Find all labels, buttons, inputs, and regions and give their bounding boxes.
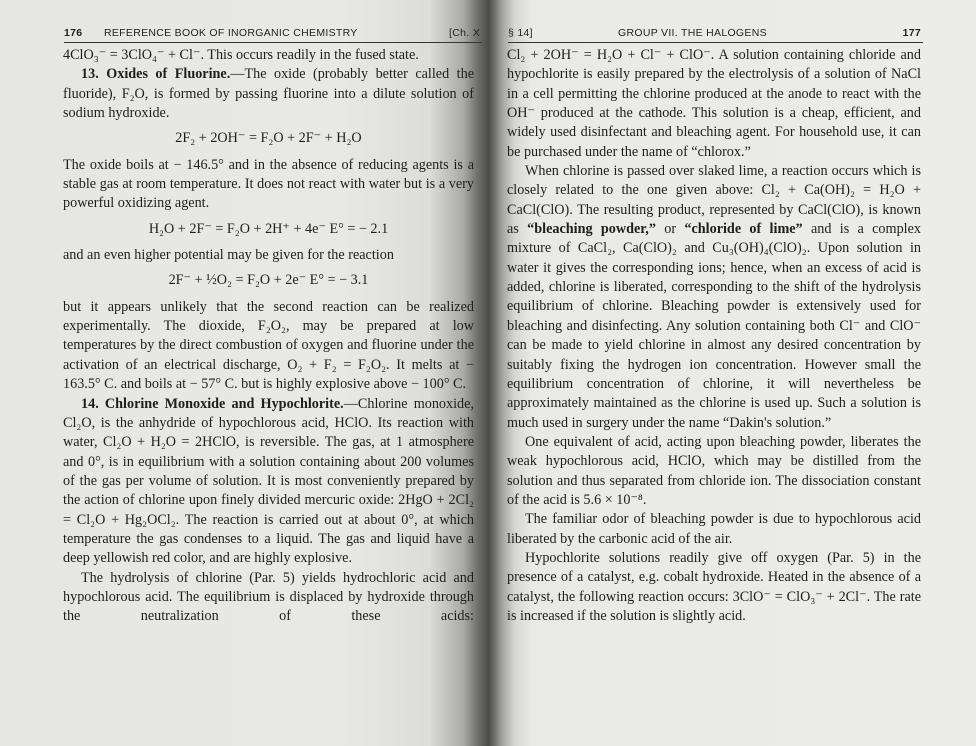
- paragraph: The hydrolysis of chlorine (Par. 5) yields hydrochloric acid and hypochlorous acid. The equilibrium is displaced by hydroxide through the neutralization of these acids:: [63, 569, 474, 625]
- chapter-marker: [Ch. X: [449, 27, 480, 39]
- paragraph: The familiar odor of bleaching powder is due to hypochlorous acid liberated by the carbonic acid of the air.: [507, 511, 921, 547]
- term-chloride-of-lime: “chloride of lime”: [684, 221, 803, 238]
- equation: 2F₂ + 2OH⁻ = F₂O + 2F⁻ + H₂O: [175, 130, 362, 147]
- section-text: —The oxide (probably better called the fluoride), F₂O, is formed by passing fluorine into a dilute solution of sodium hydroxide.: [63, 66, 474, 122]
- right-page-header: [508, 24, 923, 43]
- running-title: REFERENCE BOOK OF INORGANIC CHEMISTRY: [104, 27, 358, 39]
- section-14: [63, 395, 474, 569]
- paragraph: The oxide boils at − 146.5° and in the absence of reducing agents is a stable gas at room temperature. It does not react with water but is a very powerful oxidizing agent.: [63, 156, 474, 212]
- section-heading: 13. Oxides of Fluorine.: [81, 66, 231, 83]
- section-13: [63, 65, 474, 123]
- paragraph: and an even higher potential may be given for the reaction: [63, 247, 394, 264]
- left-page-body: [63, 46, 474, 627]
- left-page-header: [64, 24, 482, 43]
- page-number: 176: [64, 27, 83, 39]
- paragraph: Hypochlorite solutions readily give off oxygen (Par. 5) in the presence of a catalyst, e.g. cobalt hydroxide. Heated in the absence of a catalyst, the following reaction occurs: 3ClO⁻ = ClO₃⁻ + 2Cl⁻. The rate is increased if the solution is slightly acid.: [507, 549, 921, 624]
- section-heading: 14. Chlorine Monoxide and Hypochlorite.: [81, 395, 344, 412]
- text-run: When chlorine is passed over slaked lime, a reaction occurs which is closely related to the one given above: Cl₂ + Ca(OH)₂ = H₂O + CaCl(ClO). The resulting product, represented by CaCl(ClO), is known as: [507, 163, 921, 238]
- page-number: 177: [902, 27, 921, 39]
- paragraph: Cl₂ + 2OH⁻ = H₂O + Cl⁻ + ClO⁻. A solution containing chloride and hypochlorite is easily prepared by the electrolysis of a solution of NaCl in a cell permitting the chlorine produced at the anode to react with the OH⁻ produced at the cathode. This solution is a cheap, efficient, and widely used disinfectant and bleaching agent. For household use, it can be purchased under the name of “chlorox.”: [507, 47, 921, 160]
- paragraph-bleaching-powder: [507, 162, 921, 433]
- right-page-body: [507, 46, 921, 626]
- equation: 2F⁻ + ½O₂ = F₂O + 2e⁻ E° = − 3.1: [168, 272, 369, 289]
- section-marker: § 14]: [508, 27, 533, 39]
- right-page: [488, 0, 976, 746]
- text-run: or: [655, 221, 685, 238]
- section-text: —Chlorine monoxide, Cl₂O, is the anhydride of hypochlorous acid, HClO. Its reaction with water, Cl₂O + H₂O = 2HClO, is reversible. The gas, at 1 atmosphere and 0°, is in equilibrium with a solution containing about 200 volumes of the gas per volume of solution. It is most conveniently prepared by the action of chlorine upon finely divided mercuric oxide: 2HgO + 2Cl₂ = Cl₂O + Hg₂OCl₂. The reaction is carried out at about 0°, at which temperature the gas condenses to a liquid. The gas and liquid have a deep yellowish red color, and are highly explosive.: [63, 395, 474, 567]
- paragraph: One equivalent of acid, acting upon bleaching powder, liberates the weak hypochlorous acid, HClO, which may be distilled from the solution and thus separated from chloride ion. The dissociation constant of the acid is 5.6 × 10⁻⁸.: [507, 433, 921, 508]
- paragraph: 4ClO₃⁻ = 3ClO₄⁻ + Cl⁻. This occurs readily in the fused state.: [63, 47, 419, 63]
- running-title: GROUP VII. THE HALOGENS: [618, 27, 767, 39]
- text-run: and is a complex mixture of CaCl₂, Ca(ClO)₂ and Cu₃(OH)₄(ClO)₂. Upon solution in water it gives the corresponding ions; hence, when an excess of acid is added, chlorine is liberated, corresponding to the shift of the hydrolysis equilibrium of chlorine. Bleaching powder is extensively used for bleaching and disinfecting. Any solution containing both Cl⁻ and ClO⁻ can be made to yield chlorine in almost any desired concentration by suitably fixing the hydrogen ion concentration. However small the equilibrium concentration of chlorine, it will nevertheless be approximately maintained as the chlorine is used up. Such a solution is much used in surgery under the name “Dakin's solution.”: [507, 221, 921, 431]
- paragraph: but it appears unlikely that the second reaction can be realized experimentally. The dioxide, F₂O₂, may be prepared at low temperatures by the direct combustion of oxygen and fluorine under the activation of an electrical discharge, O₂ + F₂ = F₂O₂. It melts at − 163.5° C. and boils at − 57° C. but is highly explosive above − 100° C.: [63, 298, 474, 393]
- term-bleaching-powder: “bleaching powder,”: [527, 221, 656, 238]
- equation: H₂O + 2F⁻ = F₂O + 2H⁺ + 4e⁻ E° = − 2.1: [148, 220, 389, 237]
